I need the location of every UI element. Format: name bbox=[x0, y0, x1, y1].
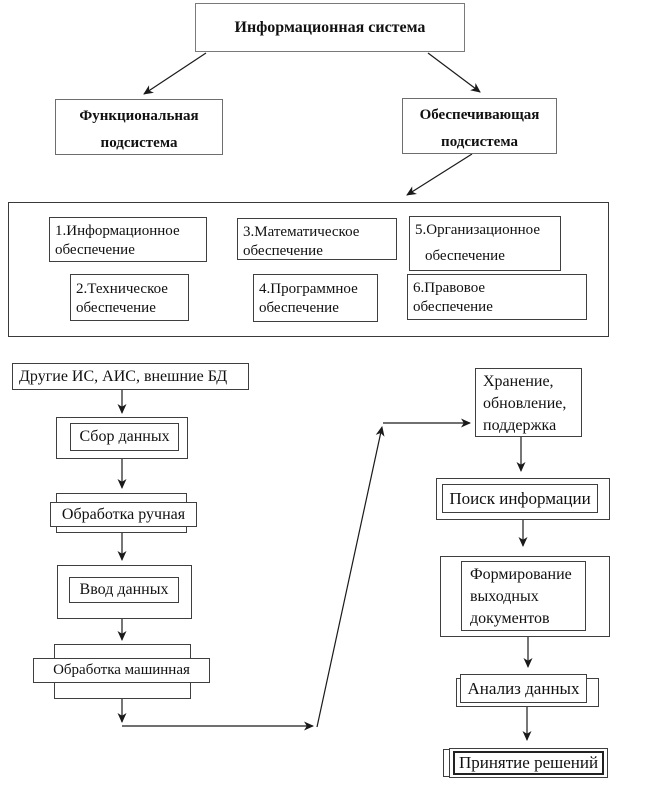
subsystem-6-line2: обеспечение bbox=[413, 299, 493, 315]
node-information-system bbox=[195, 3, 465, 52]
node-providing-subsystem bbox=[402, 98, 557, 154]
data-analysis-label: Анализ данных bbox=[467, 679, 580, 698]
node-output-documents-forming bbox=[461, 561, 586, 631]
machine-processing-label: Обработка машинная bbox=[53, 662, 190, 678]
subsystem-3-line1: 3.Математическое bbox=[243, 224, 360, 240]
edge-root-functional bbox=[144, 53, 206, 94]
edge-root-providing bbox=[428, 53, 480, 92]
subsystem-2-line2: обеспечение bbox=[76, 300, 156, 316]
edge-diagonal-up bbox=[317, 427, 382, 727]
node-functional-subsystem bbox=[55, 99, 223, 155]
storage-line3: поддержка bbox=[483, 417, 557, 434]
node-information-system-label: Информационная система bbox=[234, 19, 426, 36]
subsystem-4-line1: 4.Программное bbox=[259, 281, 358, 297]
node-manual-processing bbox=[50, 502, 197, 527]
subsystem-5-line2: обеспечение bbox=[425, 248, 505, 264]
storage-line2: обновление, bbox=[483, 395, 567, 412]
node-providing-line1: Обеспечивающая bbox=[419, 107, 540, 123]
information-search-label: Поиск информации bbox=[449, 489, 591, 508]
subsystem-2-line1: 2.Техническое bbox=[76, 281, 168, 297]
node-machine-processing bbox=[33, 658, 210, 683]
node-subsystem-3-mathematical bbox=[237, 218, 397, 260]
subsystem-3-line2: обеспечение bbox=[243, 243, 323, 259]
node-subsystem-4-software bbox=[253, 274, 378, 322]
node-subsystem-5-organizational bbox=[409, 216, 561, 271]
subsystem-6-line1: 6.Правовое bbox=[413, 280, 486, 296]
edge-providing-container bbox=[407, 154, 472, 195]
external-sources-label: Другие ИС, АИС, внешние БД bbox=[19, 368, 228, 385]
forming-line1: Формирование bbox=[470, 566, 572, 583]
manual-processing-label: Обработка ручная bbox=[61, 506, 186, 523]
node-functional-line2: подсистема bbox=[100, 135, 178, 151]
forming-line2: выходных bbox=[470, 588, 539, 605]
subsystem-1-line2: обеспечение bbox=[55, 242, 135, 258]
node-subsystem-1-information bbox=[49, 217, 207, 262]
storage-line1: Хранение, bbox=[483, 373, 554, 390]
node-subsystem-6-legal bbox=[407, 274, 587, 320]
decision-making-label: Принятие решений bbox=[458, 753, 599, 772]
node-information-search bbox=[442, 484, 598, 513]
subsystem-4-line2: обеспечение bbox=[259, 300, 339, 316]
collect-data-label: Сбор данных bbox=[79, 428, 170, 445]
node-storage-update-support bbox=[475, 368, 582, 437]
subsystem-1-line1: 1.Информационное bbox=[55, 223, 180, 239]
node-subsystem-2-technical bbox=[70, 274, 189, 321]
node-collect-data bbox=[70, 423, 179, 451]
node-external-sources bbox=[12, 363, 249, 390]
forming-line3: документов bbox=[470, 610, 550, 627]
node-providing-line2: подсистема bbox=[441, 134, 518, 150]
subsystem-5-line1: 5.Организационное bbox=[415, 222, 540, 238]
node-data-input bbox=[69, 577, 179, 603]
node-decision-making bbox=[453, 751, 604, 775]
data-input-label: Ввод данных bbox=[79, 581, 169, 598]
node-functional-line1: Функциональная bbox=[79, 108, 199, 124]
node-data-analysis bbox=[460, 674, 587, 703]
